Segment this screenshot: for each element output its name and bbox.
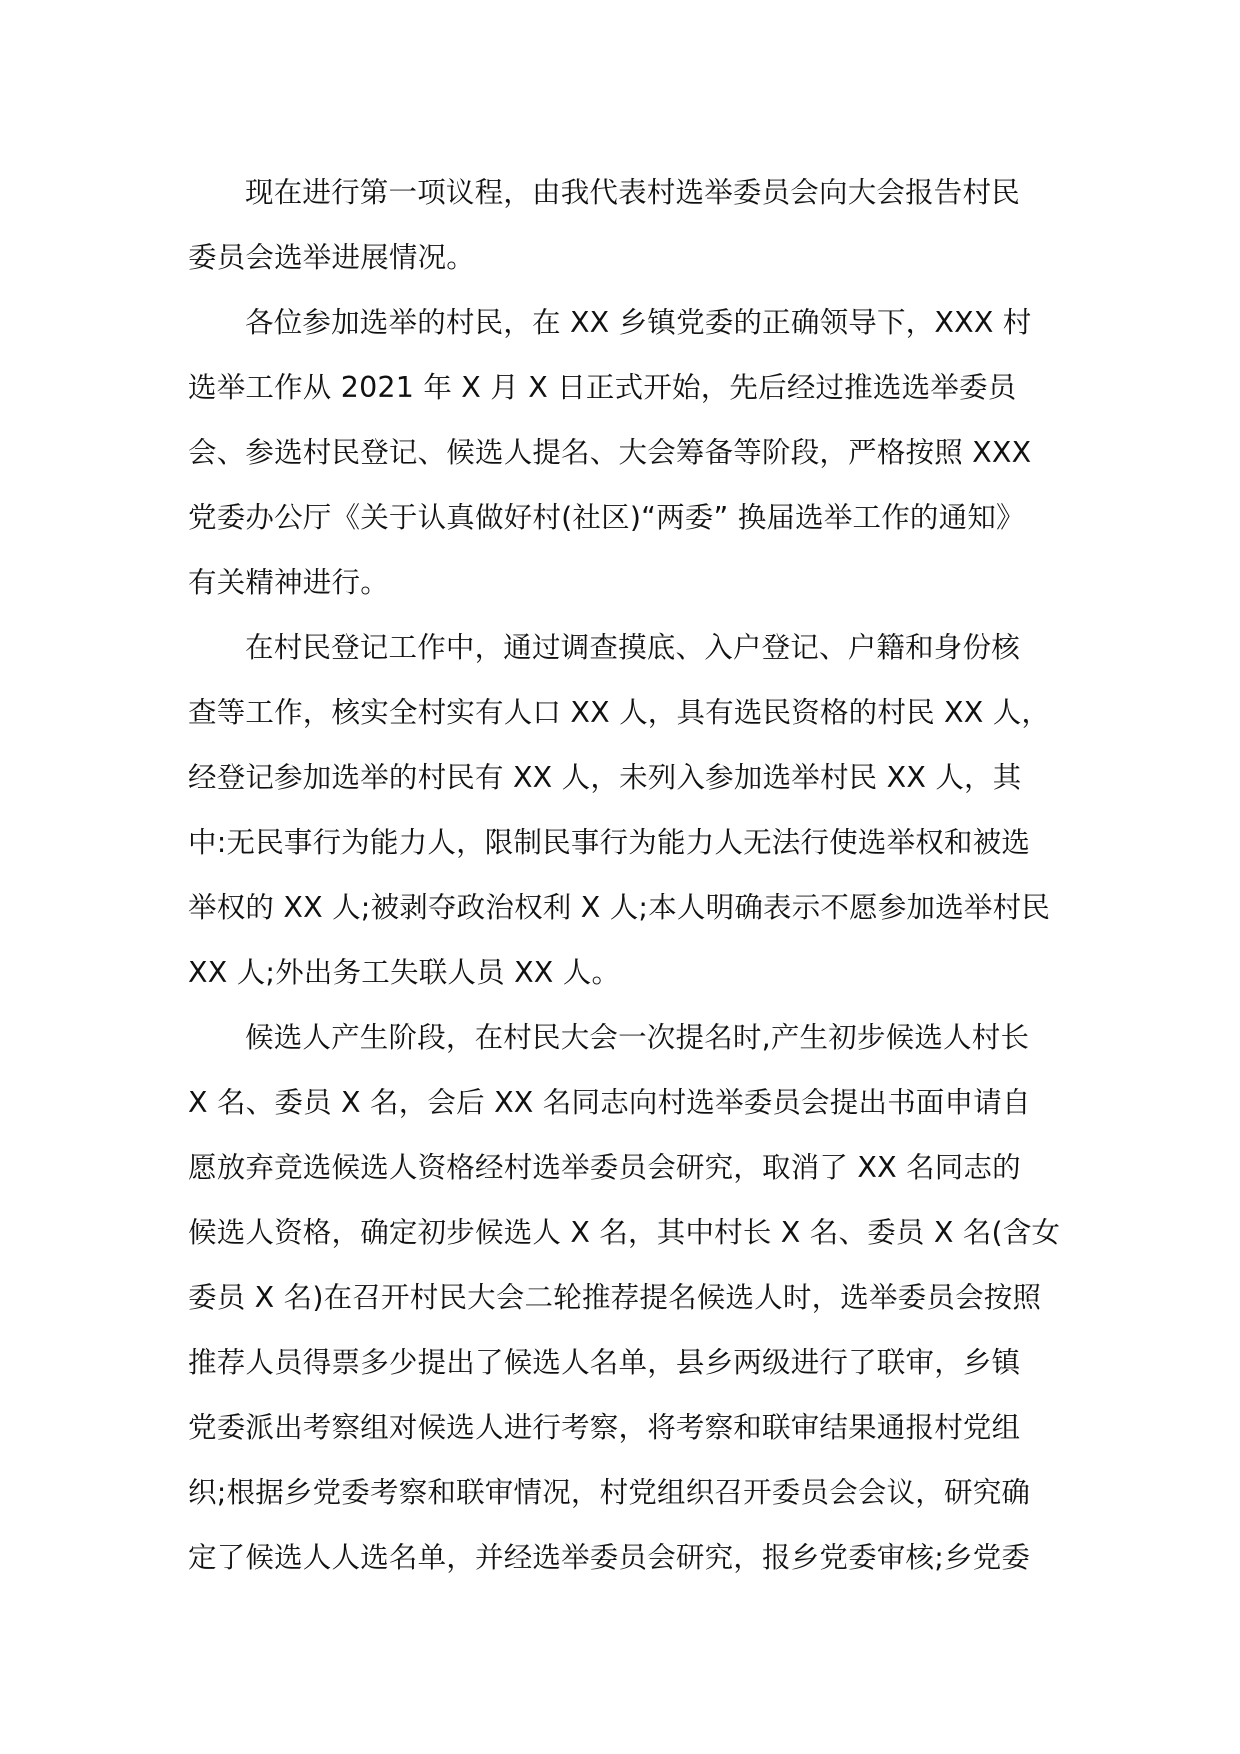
text-line: 候选人产生阶段，在村民大会一次提名时,产生初步候选人村长 (245, 1021, 1030, 1054)
text-line: 党委办公厅《关于认真做好村(社区)“两委” 换届选举工作的通知》 (188, 501, 1025, 534)
text-line: 愿放弃竞选候选人资格经村选举委员会研究，取消了 XX 名同志的 (188, 1151, 1021, 1184)
text-line: 举权的 XX 人;被剥夺政治权利 X 人;本人明确表示不愿参加选举村民 (188, 891, 1051, 924)
text-line: 定了候选人人选名单，并经选举委员会研究，报乡党委审核;乡党委 (188, 1541, 1031, 1574)
text-line: 推荐人员得票多少提出了候选人名单，县乡两级进行了联审，乡镇 (188, 1346, 1021, 1379)
text-line: 查等工作，核实全村实有人口 XX 人，具有选民资格的村民 XX 人， (188, 696, 1051, 729)
text-line: X 名、委员 X 名，会后 XX 名同志向村选举委员会提出书面申请自 (188, 1086, 1031, 1119)
paragraph (188, 290, 1058, 615)
text-line: 委员会选举进展情况。 (188, 241, 476, 274)
text-line: 各位参加选举的村民，在 XX 乡镇党委的正确领导下，XXX 村 (245, 306, 1032, 339)
text-line: 有关精神进行。 (188, 566, 389, 599)
text-line: 经登记参加选举的村民有 XX 人，未列入参加选举村民 XX 人，其 (188, 761, 1022, 794)
text-line: 现在进行第一项议程，由我代表村选举委员会向大会报告村民 (245, 176, 1020, 209)
text-line: 中:无民事行为能力人，限制民事行为能力人无法行使选举权和被选 (188, 826, 1031, 859)
text-line: 党委派出考察组对候选人进行考察，将考察和联审结果通报村党组 (188, 1411, 1021, 1444)
text-line: 选举工作从 2021 年 X 月 X 日正式开始，先后经过推选选举委员 (188, 371, 1017, 404)
text-line: 织;根据乡党委考察和联审情况，村党组织召开委员会会议，研究确 (188, 1476, 1031, 1509)
text-line: 委员 X 名)在召开村民大会二轮推荐提名候选人时，选举委员会按照 (188, 1281, 1042, 1314)
paragraph (188, 160, 1058, 290)
document-body (188, 160, 1061, 1590)
text-line: 会、参选村民登记、候选人提名、大会筹备等阶段，严格按照 XXX (188, 436, 1032, 469)
text-line: 候选人资格，确定初步候选人 X 名，其中村长 X 名、委员 X 名(含女 (188, 1216, 1061, 1249)
text-line: XX 人;外出务工失联人员 XX 人。 (188, 956, 621, 989)
paragraph (188, 615, 1058, 1005)
paragraph (188, 1005, 1061, 1590)
text-line: 在村民登记工作中，通过调查摸底、入户登记、户籍和身份核 (245, 631, 1020, 664)
